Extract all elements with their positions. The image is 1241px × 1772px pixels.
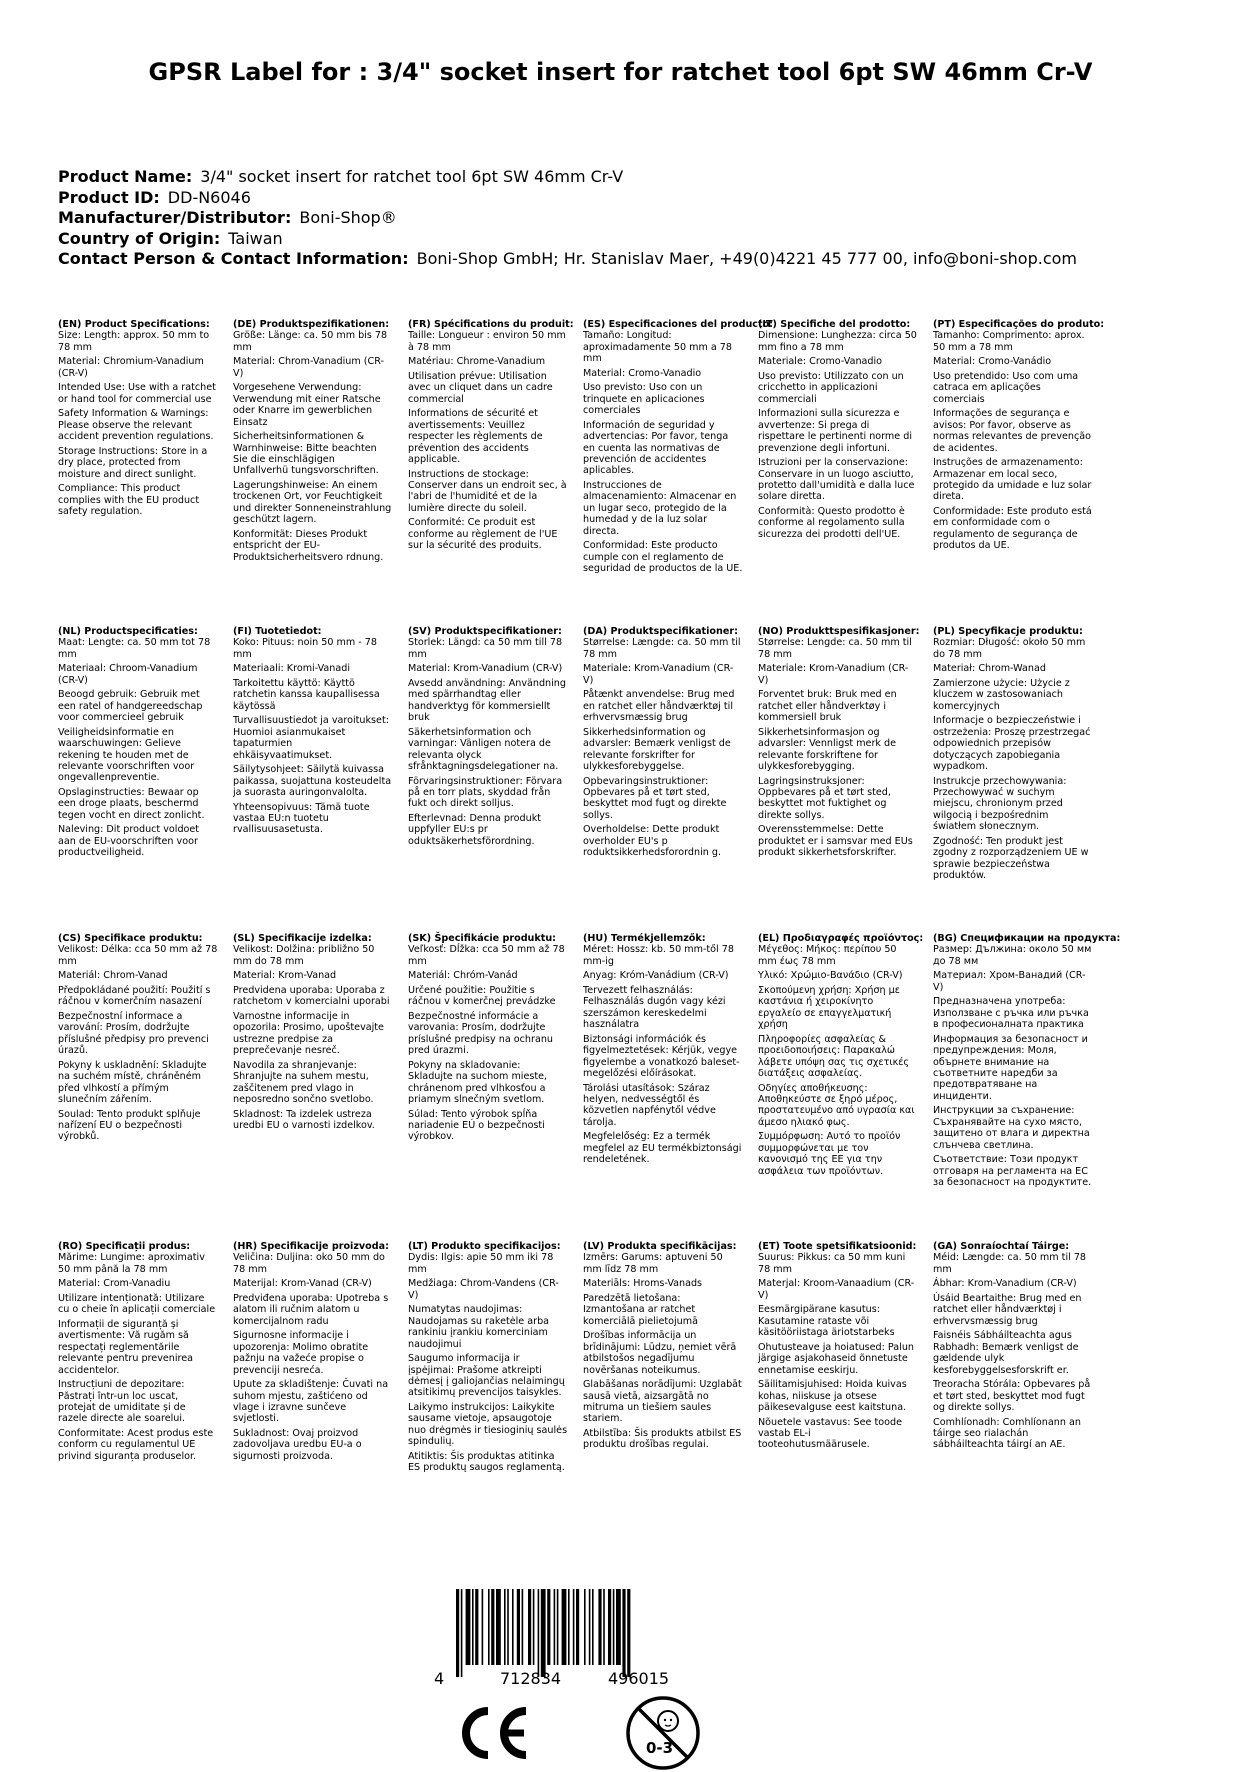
spec-block xyxy=(58,933,218,1146)
spec-heading: (RO) Specificații produs: xyxy=(58,1241,191,1252)
barcode-bar xyxy=(608,1589,611,1665)
spec-item: Οδηγίες αποθήκευσης: Αποθηκεύστε σε ξηρό μέρος, προστατευμένο από υγρασία και άμεσο ηλιακό φως. xyxy=(758,1082,915,1128)
spec-item: Naleving: Dit product voldoet aan de EU-voorschriften voor productveiligheid. xyxy=(58,824,200,859)
barcode-bar xyxy=(598,1589,601,1665)
spec-item: Zgodność: Ten produkt jest zgodny z rozporządzeniem UE w sprawie bezpieczeństwa produktów. xyxy=(933,835,1089,882)
spec-item: Comhlíonadh: Comhlíonann an táirge seo rialachán sábháilteachta táirgí an AE. xyxy=(933,1416,1081,1451)
spec-block xyxy=(758,933,924,1180)
spec-item: Tamanho: Comprimento: aprox. 50 mm a 78 mm xyxy=(933,330,1085,353)
barcode-bar xyxy=(488,1589,490,1665)
spec-item: Storage Instructions: Store in a dry place, protected from moisture and direct sunlight. xyxy=(58,445,208,480)
spec-item: Informații de siguranță și avertismente: Vă rugăm să respectați reglementările relevante pentru prevenirea accidentelor. xyxy=(58,1319,194,1376)
product-field xyxy=(58,188,1077,209)
spec-item: Informations de sécurité et avertissements: Veuillez respecter les règlements de prévention des accidents applicable. xyxy=(408,408,543,466)
spec-item: Materiaal: Chroom-Vanadium (CR-V) xyxy=(58,663,198,686)
spec-item: Dydis: Ilgis: apie 50 mm iki 78 mm xyxy=(408,1252,554,1275)
spec-item: Lagringsinstruksjoner: Oppbevares på et tørt sted, beskyttet mot fuktighet og direkte sollys. xyxy=(758,775,891,821)
barcode-bar xyxy=(466,1589,471,1665)
spec-heading: (DA) Produktspecifikationer: xyxy=(583,626,738,637)
spec-heading: (PT) Especificações do produto: xyxy=(933,319,1105,330)
spec-item: Πληροφορίες ασφαλείας & προειδοποιήσεις: Παρακαλώ λάβετε υπόψη σας τις σχετικές διατάξεις ασφαλείας. xyxy=(758,1033,910,1080)
spec-item: Compliance: This product complies with the EU product safety regulation. xyxy=(58,483,200,518)
spec-item: Size: Length: approx. 50 mm to 78 mm xyxy=(58,330,210,353)
age-warning-label: 0-3 xyxy=(646,1739,674,1757)
spec-item: Utilizare intenționată: Utilizare cu o cheie în aplicații comerciale xyxy=(58,1293,216,1316)
spec-item: Overholdelse: Dette produkt overholder EU's p roduktsikkerhedsforordnin g. xyxy=(583,824,722,859)
spec-block xyxy=(933,319,1105,555)
spec-heading: (HU) Termékjellemzők: xyxy=(583,933,706,944)
spec-item: Megfelelőség: Ez a termék megfelel az EU termékbiztonsági rendeletének. xyxy=(583,1131,742,1166)
spec-heading: (BG) Спецификации на продукта: xyxy=(933,933,1121,944)
spec-item: Ábhar: Krom-Vanadium (CR-V) xyxy=(933,1278,1077,1290)
barcode-bar xyxy=(533,1589,535,1665)
spec-block xyxy=(233,626,393,839)
spec-block xyxy=(583,319,774,578)
spec-item: Velikost: Délka: cca 50 mm až 78 mm xyxy=(58,944,218,967)
spec-item: Ohutusteave ja hoiatused: Palun järgige asjakohaseid õnnetuste ennetamise eeskirju. xyxy=(758,1341,914,1376)
spec-item: Material: Crom-Vanadiu xyxy=(58,1278,171,1290)
spec-item: Säilytysohjeet: Säilytä kuivassa paikassa, suojattuna kosteudelta ja suorasta auringonvalolta. xyxy=(233,764,392,799)
spec-block xyxy=(233,933,393,1135)
spec-heading: (NL) Productspecificaties: xyxy=(58,626,198,637)
spec-item: Materiál: Chrom-Vanad xyxy=(58,970,168,982)
spec-item: Instrucțiuni de depozitare: Păstrați într-un loc uscat, protejat de umiditate și de razele directe ale soarelui. xyxy=(58,1379,186,1425)
spec-item: Medžiaga: Chrom-Vandens (CR-V) xyxy=(408,1278,559,1301)
spec-item: Información de seguridad y advertencias: Por favor, tenga en cuenta las normativas de prevención de accidentes aplicables. xyxy=(583,419,729,477)
barcode-bar xyxy=(512,1589,514,1665)
spec-item: Pokyny na skladovanie: Skladujte na suchom mieste, chránenom pred vlhkosťou a priamym slnečným svetlom. xyxy=(408,1059,548,1106)
spec-heading: (LT) Produkto specifikacijos: xyxy=(408,1241,561,1252)
spec-heading: (HR) Specifikacije proizvoda: xyxy=(233,1241,389,1252)
spec-block xyxy=(933,626,1093,885)
spec-item: Material: Krom-Vanad xyxy=(233,970,337,982)
barcode-bar xyxy=(472,1589,474,1665)
barcode-bar xyxy=(627,1589,630,1677)
spec-block xyxy=(583,626,743,862)
spec-item: Paredzētā lietošana: Izmantošana ar ratchet komerciālā pielietojumā xyxy=(583,1293,698,1327)
barcode-bar xyxy=(584,1589,586,1665)
spec-heading: (SK) Špecifikácie produktu: xyxy=(408,933,557,944)
spec-item: Izmērs: Garums: aptuveni 50 mm līdz 78 mm xyxy=(583,1252,723,1275)
spec-item: Предназначена употреба: Използване с ръчка или ръчка в професионалната практика xyxy=(933,996,1089,1031)
spec-item: Laikymo instrukcijos: Laikykite sausame vietoje, apsaugotoje nuo drėgmės ir tiesioginių saulės spindulių. xyxy=(408,1402,568,1448)
spec-item: Méret: Hossz: kb. 50 mm-től 78 mm-ig xyxy=(583,944,734,967)
spec-item: Påtænkt anvendelse: Brug med en ratchet eller håndværktøj til erhvervsmæssig brug xyxy=(583,689,735,724)
spec-block xyxy=(408,1241,568,1477)
page-title: GPSR Label for : 3/4" socket insert for ratchet tool 6pt SW 46mm Cr-V xyxy=(148,58,1093,86)
spec-block xyxy=(758,1241,918,1454)
barcode-bar xyxy=(528,1589,531,1665)
spec-item: Velikost: Dolžina: približno 50 mm do 78 mm xyxy=(233,944,375,967)
barcode-bar xyxy=(541,1589,546,1677)
spec-item: Úsáid Beartaithe: Brug med en ratchet eller håndværktøj i erhvervsmæssig brug xyxy=(933,1293,1082,1327)
spec-item: Bezpečnostní informace a varování: Prosím, dodržujte příslušné předpisy pro prevenci úrazů. xyxy=(58,1011,209,1057)
barcode-bar xyxy=(576,1589,579,1665)
spec-item: Saugumo informacija ir įspėjimai: Prašome atkreipti dėmesį į galiojančias nelaimingų atsitikimų prevencijos taisykles. xyxy=(408,1353,565,1399)
spec-heading: (LV) Produkta specifikācijas: xyxy=(583,1241,737,1252)
spec-block xyxy=(758,319,918,543)
barcode-digit-prefix: 4 xyxy=(434,1669,445,1688)
spec-heading: (NO) Produkttspesifikasjoner: xyxy=(758,626,920,637)
spec-item: Informacje o bezpieczeństwie i ostrzeżenia: Proszę przestrzegać odpowiednich przepisów dotyczących zapobiegania wypadkom. xyxy=(933,715,1091,773)
spec-item: Atitiktis: Šis produktas atitinka ES produktų saugos reglamentą. xyxy=(408,1450,565,1474)
barcode-bar xyxy=(482,1589,484,1665)
spec-item: Størrelse: Længde: ca. 50 mm til 78 mm xyxy=(583,637,741,660)
barcode-bar xyxy=(547,1589,550,1665)
spec-item: Avsedd användning: Användning med spärrhandtag eller handverktyg för kommersiellt bruk xyxy=(408,678,566,724)
spec-item: Størrelse: Lengde: ca. 50 mm til 78 mm xyxy=(758,637,912,660)
spec-heading: (EN) Product Specifications: xyxy=(58,319,210,330)
spec-heading: (DE) Produktspezifikationen: xyxy=(233,319,390,330)
spec-item: Förvaringsinstruktioner: Förvara på en torr plats, skyddad från fukt och direkt solljus. xyxy=(408,775,563,810)
spec-item: Anyag: Króm-Vanádium (CR-V) xyxy=(583,970,729,982)
spec-block xyxy=(58,626,218,862)
spec-block xyxy=(233,1241,393,1465)
spec-item: Skladnost: Ta izdelek ustreza uredbi EU o varnosti izdelkov. xyxy=(233,1108,375,1132)
spec-item: Forventet bruk: Bruk med en ratchet eller håndverktøy i kommersiell bruk xyxy=(758,689,897,724)
spec-item: Pokyny k uskladnění: Skladujte na suchém místě, chráněném před vlhkostí a přímým slunečním zářením. xyxy=(58,1059,207,1106)
spec-item: Materiale: Cromo-Vanadio xyxy=(758,356,883,368)
spec-item: Dimensione: Lunghezza: circa 50 mm fino a 78 mm xyxy=(758,330,917,353)
spec-item: Informazioni sulla sicurezza e avvertenze: Si prega di rispettare le pertinenti norme di prevenzione degli infortuni. xyxy=(758,408,912,454)
spec-item: Nõuetele vastavus: See toode vastab EL-i tooteohutusmäärusele. xyxy=(758,1416,902,1451)
spec-item: Efterlevnad: Denna produkt uppfyller EU:s pr oduktsäkerhetsförordning. xyxy=(408,813,542,847)
spec-block xyxy=(933,933,1121,1192)
barcode-bar xyxy=(554,1589,556,1665)
spec-item: Информация за безопасност и предупреждения: Моля, обърнете внимание на съответните наредби за предотвратяване на инциденти. xyxy=(933,1033,1088,1102)
spec-item: Určené použitie: Použitie s ráčnou v komerčnej prevádzke xyxy=(408,985,556,1008)
spec-item: Méid: Længde: ca. 50 mm til 78 mm xyxy=(933,1252,1087,1275)
spec-item: Turvallisuustiedot ja varoitukset: Huomioi asianmukaiset tapaturmien ehkäisyvaatimukset. xyxy=(233,715,389,761)
spec-item: Rozmiar: Długość: około 50 mm do 78 mm xyxy=(933,637,1086,660)
spec-item: Atbilstība: Šis produkts atbilst ES produktu drošības regulai. xyxy=(583,1428,742,1451)
spec-block xyxy=(758,626,918,862)
spec-item: Sukladnost: Ovaj proizvod zadovoljava uredbu EU-a o sigurnosti proizvoda. xyxy=(233,1428,362,1462)
spec-item: Overensstemmelse: Dette produktet er i samsvar med EUs produkt sikkerhetsforskrifter. xyxy=(758,824,913,859)
barcode-bar xyxy=(622,1589,625,1677)
spec-item: Tárolási utasítások: Száraz helyen, nedvességtől és közvetlen napfénytől védve tárolja. xyxy=(583,1082,716,1128)
barcode-bar xyxy=(461,1589,463,1677)
spec-item: Materiale: Krom-Vanadium (CR-V) xyxy=(758,663,909,686)
product-field-value: Taiwan xyxy=(228,228,283,248)
spec-item: Upute za skladištenje: Čuvati na suhom mjestu, zaštićeno od vlage i izravne sunčeve svjetlosti. xyxy=(233,1379,389,1425)
spec-item: Tarkoitettu käyttö: Käyttö ratchetin kanssa kaupallisessa käytössä xyxy=(233,678,380,712)
spec-item: Материал: Хром-Ванадий (CR-V) xyxy=(933,970,1086,993)
barcode-bar xyxy=(557,1589,559,1665)
spec-item: Zamierzone użycie: Użycie z kluczem w zastosowaniach komercyjnych xyxy=(933,678,1070,712)
spec-item: Veličina: Duljina: oko 50 mm do 78 mm xyxy=(233,1252,385,1275)
spec-item: Faisnéis Sábháilteachta agus Rabhadh: Bemærk venligst de gældende ulyk kesforebyggelsesforskrift er. xyxy=(933,1330,1079,1376)
spec-item: Sikkerhedsinformation og advarsler: Bemærk venligst de relevante forskrifter for ulykkesforebyggelse. xyxy=(583,726,731,773)
spec-item: Conformità: Questo prodotto è conforme al regolamento sulla sicurezza dei prodotti dell'UE. xyxy=(758,506,905,540)
spec-block xyxy=(583,1241,743,1454)
spec-item: Matériau: Chrome-Vanadium xyxy=(408,356,546,368)
product-field-label: Manufacturer/Distributor: xyxy=(58,208,292,227)
product-field-label: Product ID: xyxy=(58,187,160,207)
spec-item: Material: Chromium-Vanadium (CR-V) xyxy=(58,356,204,379)
spec-item: Υλικό: Χρώμιο-Βανάδιο (CR-V) xyxy=(758,970,903,982)
spec-item: Συμμόρφωση: Αυτό το προϊόν συμμορφώνεται με τον κανονισμό της ΕΕ για την ασφάλεια των προϊόντων. xyxy=(758,1131,901,1177)
spec-item: Material: Chrom-Vanadium (CR-V) xyxy=(233,356,384,379)
spec-block xyxy=(233,319,393,566)
spec-item: Sikkerhetsinformasjon og advarsler: Vennligst merk de relevante forskriftene for ulykkesforebygging. xyxy=(758,726,896,773)
spec-item: Material: Krom-Vanadium (CR-V) xyxy=(408,663,563,675)
barcode-bar xyxy=(613,1589,615,1665)
spec-item: Conformité: Ce produit est conforme au règlement de l'UE sur la sécurité des produits. xyxy=(408,517,558,552)
spec-item: Instrucciones de almacenamiento: Almacenar en un lugar seco, protegido de la humedad y de la luz solar directa. xyxy=(583,480,737,537)
spec-item: Uso pretendido: Uso com uma catraca em aplicações comerciais xyxy=(933,371,1079,405)
spec-item: Glabāšanas norādījumi: Uzglabāt sausā vietā, aizsargātā no mitruma un tiešiem saules stariem. xyxy=(583,1379,742,1425)
product-field-label: Country of Origin: xyxy=(58,228,221,248)
spec-item: Biztonsági információk és figyelmeztetések: Kérjük, vegye figyelembe a vonatkozó baleset-megelőzési előírásokat. xyxy=(583,1033,740,1080)
spec-heading: (PL) Specyfikacje produktu: xyxy=(933,626,1083,637)
spec-item: Beoogd gebruik: Gebruik met een ratel of handgereedschap voor commercieel gebruik xyxy=(58,689,203,724)
spec-item: Opbevaringsinstruktioner: Opbevares på et tørt sted, beskyttet mod fugt og direkte sollys. xyxy=(583,775,727,821)
spec-block xyxy=(408,626,568,850)
spec-heading: (GA) Sonraíochtaí Táirge: xyxy=(933,1241,1070,1252)
spec-item: Instruções de armazenamento: Armazenar em local seco, protegido da umidade e luz solar direta. xyxy=(933,457,1092,503)
spec-item: Uso previsto: Uso con un trinquete en aplicaciones comerciales xyxy=(583,382,705,417)
spec-block xyxy=(408,933,568,1146)
spec-item: Materijal: Krom-Vanad (CR-V) xyxy=(233,1278,372,1290)
barcode-digits-right: 496015 xyxy=(608,1669,670,1688)
spec-item: Mărime: Lungime: aproximativ 50 mm până la 78 mm xyxy=(58,1252,205,1275)
barcode-bar xyxy=(456,1589,459,1677)
spec-item: Navodila za shranjevanje: Shranjujte na suhem mestu, zaščitenem pred vlago in neposredno sončno svetlobo. xyxy=(233,1059,374,1106)
barcode xyxy=(434,1589,694,1677)
spec-item: Instrukcje przechowywania: Przechowywać w suchym miejscu, chronionym przed wilgocią i bezpośrednim światłem słonecznym. xyxy=(933,775,1067,833)
spec-item: Yhteensopivuus: Tämä tuote vastaa EU:n tuotetu rvallisuusasetusta. xyxy=(233,801,370,836)
spec-item: Predvidena uporaba: Uporaba z ratchetom v komercialni uporabi xyxy=(233,985,390,1008)
product-field-label: Product Name: xyxy=(58,167,193,186)
spec-item: Material: Cromo-Vanádio xyxy=(933,356,1052,368)
barcode-bar xyxy=(562,1589,567,1665)
spec-item: Tervezett felhasználás: Felhasználás dugón vagy kézi szerszámon kereskedelmi használatra xyxy=(583,985,726,1031)
barcode-bar xyxy=(517,1589,520,1665)
spec-item: Informações de segurança e avisos: Por favor, observe as normas relevantes de prevenção de acidentes. xyxy=(933,408,1092,454)
spec-item: Opslaginstructies: Bewaar op een droge plaats, beschermd tegen vocht en direct zonlicht. xyxy=(58,787,205,821)
ce-mark-icon xyxy=(452,1703,534,1763)
spec-item: Soulad: Tento produkt splňuje nařízení EU o bezpečnosti výrobků. xyxy=(58,1108,201,1143)
spec-heading: (IT) Specifiche del prodotto: xyxy=(758,319,911,330)
spec-heading: (SL) Specifikacije izdelka: xyxy=(233,933,372,944)
spec-block xyxy=(58,1241,218,1465)
barcode-bar xyxy=(522,1589,524,1665)
spec-heading: (CS) Specifikace produktu: xyxy=(58,933,203,944)
product-field xyxy=(58,167,1077,188)
spec-item: Vorgesehene Verwendung: Verwendung mit einer Ratsche oder Knarre im gewerblichen Einsatz xyxy=(233,382,381,428)
spec-item: Sigurnosne informacije i upozorenja: Molimo obratite pažnju na važeće propise o prevenciji nesreća. xyxy=(233,1330,369,1376)
spec-item: Μέγεθος: Μήκος: περίπου 50 mm έως 78 mm xyxy=(758,944,897,967)
spec-item: Eesmärgipärane kasutus: Kasutamine rataste või käsitööriistaga äriotstarbeks xyxy=(758,1304,895,1339)
barcode-digits-left: 712834 xyxy=(500,1669,562,1688)
spec-heading: (SV) Produktspecifikationer: xyxy=(408,626,562,637)
barcode-bar xyxy=(573,1589,575,1665)
spec-block xyxy=(408,319,574,555)
spec-item: Drošības informācija un brīdinājumi: Lūdzu, ņemiet vērā atbilstošos negadījumu novēršanas noteikumus. xyxy=(583,1330,737,1376)
spec-item: Säkerhetsinformation och varningar: Vänligen notera de relevanta olyck sfrånktagningsdelegationer na. xyxy=(408,726,559,773)
spec-item: Istruzioni per la conservazione: Conservare in un luogo asciutto, protetto dall'umidità e dalla luce solare diretta. xyxy=(758,457,915,503)
product-field xyxy=(58,229,1077,250)
spec-item: Conformitate: Acest produs este conform cu regulamentul UE privind siguranța produselor. xyxy=(58,1428,214,1462)
spec-item: Materjal: Kroom-Vanaadium (CR-V) xyxy=(758,1278,915,1301)
spec-item: Koko: Pituus: noin 50 mm - 78 mm xyxy=(233,637,377,660)
barcode-bar xyxy=(475,1589,478,1665)
barcode-bar xyxy=(491,1589,494,1665)
spec-heading: (EL) Προδιαγραφές προϊόντος: xyxy=(758,933,924,944)
spec-item: Suurus: Pikkus: ca 50 mm kuni 78 mm xyxy=(758,1252,906,1275)
spec-item: Uso previsto: Utilizzato con un cricchetto in applicazioni commerciali xyxy=(758,371,904,405)
spec-item: Safety Information & Warnings: Please observe the relevant accident prevention regulations. xyxy=(58,408,214,443)
spec-block xyxy=(933,1241,1093,1454)
spec-item: Tamaño: Longitud: aproximadamente 50 mm a 78 mm xyxy=(583,330,732,365)
spec-item: Materiaali: Kromi-Vanadi xyxy=(233,663,351,675)
spec-heading: (ET) Toote spetsifikatsioonid: xyxy=(758,1241,917,1252)
spec-item: Размер: Дължина: около 50 мм до 78 мм xyxy=(933,944,1092,967)
spec-item: Intended Use: Use with a ratchet or hand tool for commercial use xyxy=(58,382,216,405)
spec-item: Conformidad: Este producto cumple con el reglamento de seguridad de productos de la UE. xyxy=(583,540,743,575)
barcode-bar xyxy=(568,1589,570,1665)
spec-item: Taille: Longueur : environ 50 mm à 78 mm xyxy=(408,330,566,353)
barcode-bar xyxy=(504,1589,506,1665)
spec-block xyxy=(58,319,218,521)
spec-item: Lagerungshinweise: An einem trockenen Ort, vor Feuchtigkeit und direkter Sonneneinstrahlung geschützt lagern. xyxy=(233,480,392,526)
spec-item: Съответствие: Този продукт отговаря на регламента на ЕС за безопасност на продуктите. xyxy=(933,1154,1092,1189)
spec-item: Instructions de stockage: Conserver dans un endroit sec, à l'abri de l'humidité et de la lumière directe du soleil. xyxy=(408,468,567,514)
spec-item: Treoracha Stórála: Opbevares på et tørt sted, beskyttet mod fugt og direkte sollys. xyxy=(933,1379,1091,1414)
spec-item: Numatytas naudojimas: Naudojamas su raketėle arba rankiniu įrankiu komerciniam naudojimui xyxy=(408,1304,550,1350)
barcode-bar xyxy=(507,1589,509,1665)
spec-item: Conformidade: Este produto está em conformidade com o regulamento de segurança de produtos da UE. xyxy=(933,506,1092,552)
age-warning-icon xyxy=(624,1694,702,1772)
spec-block xyxy=(583,933,743,1169)
spec-item: Materiale: Krom-Vanadium (CR-V) xyxy=(583,663,734,686)
barcode-bar xyxy=(592,1589,594,1665)
spec-item: Größe: Länge: ca. 50 mm bis 78 mm xyxy=(233,330,388,353)
spec-item: Materiál: Chróm-Vanád xyxy=(408,970,518,982)
spec-heading: (FR) Spécifications du produit: xyxy=(408,319,574,330)
spec-item: Bezpečnostné informácie a varovania: Prosím, dodržujte príslušné predpisy na ochranu pred úrazmi. xyxy=(408,1011,553,1057)
spec-item: Veiligheidsinformatie en waarschuwingen: Gelieve rekening te houden met de relevante voorschriften voor ongevallenpreventie. xyxy=(58,726,195,784)
spec-item: Säilitamisjuhised: Hoida kuivas kohas, niiskuse ja otsese päikesevalguse eest kaitstuna. xyxy=(758,1379,907,1414)
spec-item: Súlad: Tento výrobok spĺňa nariadenie EÚ o bezpečnosti výrobkov. xyxy=(408,1108,545,1143)
spec-item: Materiāls: Hroms-Vanads xyxy=(583,1278,703,1290)
spec-heading: (FI) Tuotetiedot: xyxy=(233,626,322,637)
spec-item: Predviđena uporaba: Upotreba s alatom ili ručnim alatom u komercijalnom radu xyxy=(233,1293,389,1327)
spec-item: Předpokládané použití: Použití s ráčnou v komerčním nasazení xyxy=(58,985,211,1008)
product-field-value: Boni-Shop® xyxy=(299,208,397,227)
spec-item: Utilisation prévue: Utilisation avec un cliquet dans un cadre commercial xyxy=(408,371,553,405)
spec-item: Σκοπούμενη χρήση: Χρήση με καστάνια ή χειροκίνητο εργαλείο σε επαγγελματική χρήση xyxy=(758,985,900,1031)
spec-item: Storlek: Längd: ca 50 mm till 78 mm xyxy=(408,637,563,660)
product-field-value: 3/4" socket insert for ratchet tool 6pt SW 46mm Cr-V xyxy=(200,167,624,186)
barcode-bar xyxy=(603,1589,605,1665)
spec-item: Maat: Lengte: ca. 50 mm tot 78 mm xyxy=(58,637,211,660)
product-field xyxy=(58,249,1077,270)
spec-item: Veľkosť: Dĺžka: cca 50 mm až 78 mm xyxy=(408,944,565,967)
spec-item: Materiał: Chrom-Wanad xyxy=(933,663,1046,675)
spec-item: Инструкции за съхранение: Съхранявайте на сухо място, защитено от влага и директна слънчева светлина. xyxy=(933,1105,1090,1151)
product-field xyxy=(58,208,1077,229)
barcode-bar xyxy=(616,1589,621,1665)
spec-item: Material: Cromo-Vanadio xyxy=(583,367,702,379)
barcode-bar xyxy=(589,1589,591,1665)
barcode-bar xyxy=(496,1589,501,1665)
spec-heading: (ES) Especificaciones del producto: xyxy=(583,319,774,330)
barcode-bar xyxy=(538,1589,540,1677)
product-info xyxy=(58,167,1077,270)
spec-item: Varnostne informacije in opozorila: Prosimo, upoštevajte ustrezne predpise za preprečevanje nesreč. xyxy=(233,1011,384,1057)
product-field-value: Boni-Shop GmbH; Hr. Stanislav Maer, +49(0)4221 45 777 00, info@boni-shop.com xyxy=(416,249,1077,268)
spec-item: Sicherheitsinformationen & Warnhinweise: Bitte beachten Sie die einschlägigen Unfallverhü tungsvorschriften. xyxy=(233,431,379,477)
spec-item: Konformität: Dieses Produkt entspricht der EU-Produktsicherheitsvero rdnung. xyxy=(233,528,384,563)
product-field-label: Contact Person & Contact Information: xyxy=(58,249,409,268)
product-field-value: DD-N6046 xyxy=(167,187,251,207)
